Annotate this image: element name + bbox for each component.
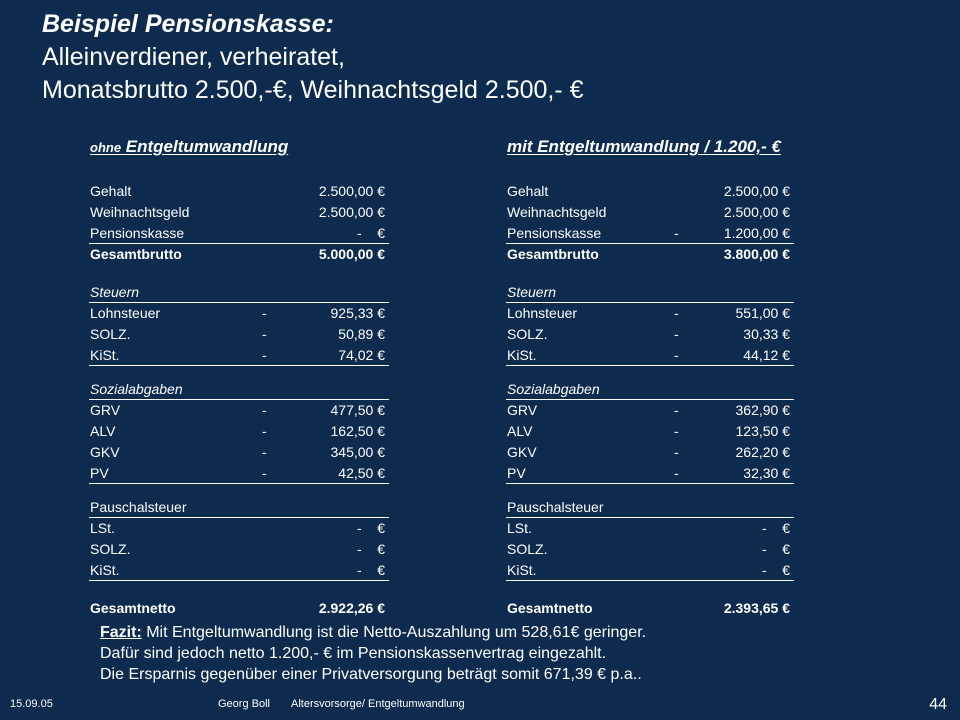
row-alv bbox=[89, 421, 389, 442]
row-sign: - bbox=[674, 402, 679, 418]
section-label: Sozialabgaben bbox=[507, 381, 600, 397]
heading-left-prefix: ohne bbox=[90, 140, 122, 155]
row-label: KiSt. bbox=[507, 347, 537, 363]
row-lohnsteuer bbox=[89, 303, 389, 324]
row-amount: 551,00 € bbox=[735, 305, 790, 321]
row-pauschal-kist bbox=[89, 560, 389, 581]
row-label: Gesamtbrutto bbox=[90, 246, 182, 262]
row-gkv bbox=[506, 442, 794, 463]
row-label: Lohnsteuer bbox=[507, 305, 578, 321]
section-sozialabgaben bbox=[506, 379, 794, 400]
title-line-3: Monatsbrutto 2.500,-€, Weihnachtsgeld 2.500,- € bbox=[42, 76, 584, 104]
row-label: LSt. bbox=[507, 520, 532, 536]
row-lst bbox=[89, 518, 389, 539]
row-pauschal-solz bbox=[506, 539, 794, 560]
row-sign: - bbox=[262, 347, 267, 363]
row-label: Pensionskasse bbox=[507, 225, 602, 241]
section-steuern bbox=[89, 282, 389, 303]
row-gesamtnetto bbox=[506, 598, 794, 619]
row-sign: - bbox=[674, 423, 679, 439]
row-amount: 50,89 € bbox=[338, 326, 385, 342]
row-weihnachtsgeld bbox=[89, 202, 389, 223]
row-amount: 477,50 € bbox=[330, 402, 385, 418]
row-amount: 123,50 € bbox=[735, 423, 790, 439]
row-pensionskasse bbox=[89, 223, 389, 244]
row-amount: 42,50 € bbox=[338, 465, 385, 481]
row-lst bbox=[506, 518, 794, 539]
row-amount: 2.500,00 € bbox=[723, 183, 790, 199]
row-amount: 1.200,00 € bbox=[723, 225, 790, 241]
row-amount: - € bbox=[356, 225, 385, 241]
row-gesamtbrutto bbox=[89, 244, 389, 265]
row-label: Gehalt bbox=[90, 183, 132, 199]
heading-mit-entgeltumwandlung: mit Entgeltumwandlung / 1.200,- € bbox=[507, 137, 781, 156]
row-amount: 30,33 € bbox=[743, 326, 790, 342]
section-sozialabgaben bbox=[89, 379, 389, 400]
row-pv bbox=[506, 463, 794, 484]
row-gesamtnetto bbox=[89, 598, 389, 619]
row-sign: - bbox=[674, 444, 679, 460]
row-label: PV bbox=[507, 465, 526, 481]
row-kist bbox=[89, 345, 389, 366]
row-amount: - € bbox=[356, 541, 385, 557]
row-amount: 162,50 € bbox=[330, 423, 385, 439]
row-amount: 2.500,00 € bbox=[318, 183, 385, 199]
row-label: KiSt. bbox=[507, 562, 537, 578]
row-label: GRV bbox=[90, 402, 121, 418]
section-label: Sozialabgaben bbox=[90, 381, 183, 397]
row-amount: 2.500,00 € bbox=[318, 204, 385, 220]
row-solz bbox=[506, 324, 794, 345]
page-number: 44 bbox=[929, 696, 947, 713]
row-amount: 3.800,00 € bbox=[723, 246, 790, 262]
row-amount: - € bbox=[356, 520, 385, 536]
fazit-text-1: Mit Entgeltumwandlung ist die Netto-Auszahlung um 528,61€ geringer. bbox=[141, 624, 647, 641]
row-sign: - bbox=[674, 225, 679, 241]
section-label: Steuern bbox=[90, 284, 140, 300]
row-gehalt bbox=[89, 181, 389, 202]
row-pensionskasse bbox=[506, 223, 794, 244]
row-sign: - bbox=[674, 465, 679, 481]
row-sign: - bbox=[674, 347, 679, 363]
row-label: SOLZ. bbox=[90, 326, 131, 342]
row-label: SOLZ. bbox=[90, 541, 131, 557]
row-label: Lohnsteuer bbox=[90, 305, 161, 321]
title-line-2: Alleinverdiener, verheiratet, bbox=[42, 43, 345, 71]
row-solz bbox=[89, 324, 389, 345]
row-amount: 74,02 € bbox=[338, 347, 385, 363]
row-gkv bbox=[89, 442, 389, 463]
row-amount: 5.000,00 € bbox=[318, 246, 385, 262]
row-sign: - bbox=[262, 423, 267, 439]
fazit-label: Fazit: bbox=[100, 624, 142, 641]
row-amount: 2.500,00 € bbox=[723, 204, 790, 220]
row-pauschal-solz bbox=[89, 539, 389, 560]
row-label: KiSt. bbox=[90, 562, 120, 578]
table-ohne-entgeltumwandlung bbox=[89, 181, 389, 619]
section-label: Pauschalsteuer bbox=[507, 499, 604, 515]
row-sign: - bbox=[674, 305, 679, 321]
slide-title bbox=[42, 8, 584, 107]
row-sign: - bbox=[262, 465, 267, 481]
row-label: GKV bbox=[90, 444, 120, 460]
row-amount: 44,12 € bbox=[743, 347, 790, 363]
heading-ohne-entgeltumwandlung bbox=[90, 136, 288, 159]
row-sign: - bbox=[262, 402, 267, 418]
section-steuern bbox=[506, 282, 794, 303]
row-label: ALV bbox=[90, 423, 116, 439]
row-amount: - € bbox=[761, 520, 790, 536]
row-amount: - € bbox=[356, 562, 385, 578]
section-label: Pauschalsteuer bbox=[90, 499, 187, 515]
row-amount: 345,00 € bbox=[330, 444, 385, 460]
fazit-line-2: Dafür sind jedoch netto 1.200,- € im Pensionskassenvertrag eingezahlt. bbox=[100, 645, 607, 662]
row-kist bbox=[506, 345, 794, 366]
row-label: Weihnachtsgeld bbox=[90, 204, 190, 220]
row-amount: 362,90 € bbox=[735, 402, 790, 418]
section-pauschalsteuer bbox=[506, 497, 794, 518]
fazit-line-1 bbox=[100, 622, 646, 643]
row-amount: 262,20 € bbox=[735, 444, 790, 460]
row-grv bbox=[89, 400, 389, 421]
row-label: Gesamtnetto bbox=[90, 600, 176, 616]
row-sign: - bbox=[674, 326, 679, 342]
row-amount: 32,30 € bbox=[743, 465, 790, 481]
footer-author: Georg Boll bbox=[218, 698, 270, 710]
row-weihnachtsgeld bbox=[506, 202, 794, 223]
fazit-line-3: Die Ersparnis gegenüber einer Privatversorgung beträgt somit 671,39 € p.a.. bbox=[100, 666, 642, 683]
row-label: Gesamtbrutto bbox=[507, 246, 599, 262]
heading-left-main: Entgeltumwandlung bbox=[121, 137, 289, 156]
footer-date: 15.09.05 bbox=[10, 698, 53, 710]
row-lohnsteuer bbox=[506, 303, 794, 324]
row-label: Gehalt bbox=[507, 183, 549, 199]
title-line-1: Beispiel Pensionskasse: bbox=[42, 10, 334, 38]
row-label: SOLZ. bbox=[507, 541, 548, 557]
row-pauschal-kist bbox=[506, 560, 794, 581]
row-sign: - bbox=[262, 305, 267, 321]
row-pv bbox=[89, 463, 389, 484]
footer-topic: Altersvorsorge/ Entgeltumwandlung bbox=[291, 698, 465, 710]
row-gehalt bbox=[506, 181, 794, 202]
table-mit-entgeltumwandlung bbox=[506, 181, 794, 619]
row-amount: 925,33 € bbox=[330, 305, 385, 321]
row-sign: - bbox=[262, 326, 267, 342]
row-amount: - € bbox=[761, 562, 790, 578]
fazit-summary bbox=[100, 622, 646, 685]
section-pauschalsteuer bbox=[89, 497, 389, 518]
row-amount: - € bbox=[761, 541, 790, 557]
row-label: Pensionskasse bbox=[90, 225, 185, 241]
row-gesamtbrutto bbox=[506, 244, 794, 265]
section-label: Steuern bbox=[507, 284, 557, 300]
row-label: ALV bbox=[507, 423, 533, 439]
row-label: PV bbox=[90, 465, 109, 481]
row-label: GKV bbox=[507, 444, 537, 460]
row-label: Gesamtnetto bbox=[507, 600, 593, 616]
row-amount: 2.922,26 € bbox=[318, 600, 385, 616]
row-amount: 2.393,65 € bbox=[723, 600, 790, 616]
row-label: LSt. bbox=[90, 520, 115, 536]
row-label: SOLZ. bbox=[507, 326, 548, 342]
row-alv bbox=[506, 421, 794, 442]
row-label: GRV bbox=[507, 402, 538, 418]
row-sign: - bbox=[262, 444, 267, 460]
row-label: KiSt. bbox=[90, 347, 120, 363]
row-grv bbox=[506, 400, 794, 421]
row-label: Weihnachtsgeld bbox=[507, 204, 607, 220]
